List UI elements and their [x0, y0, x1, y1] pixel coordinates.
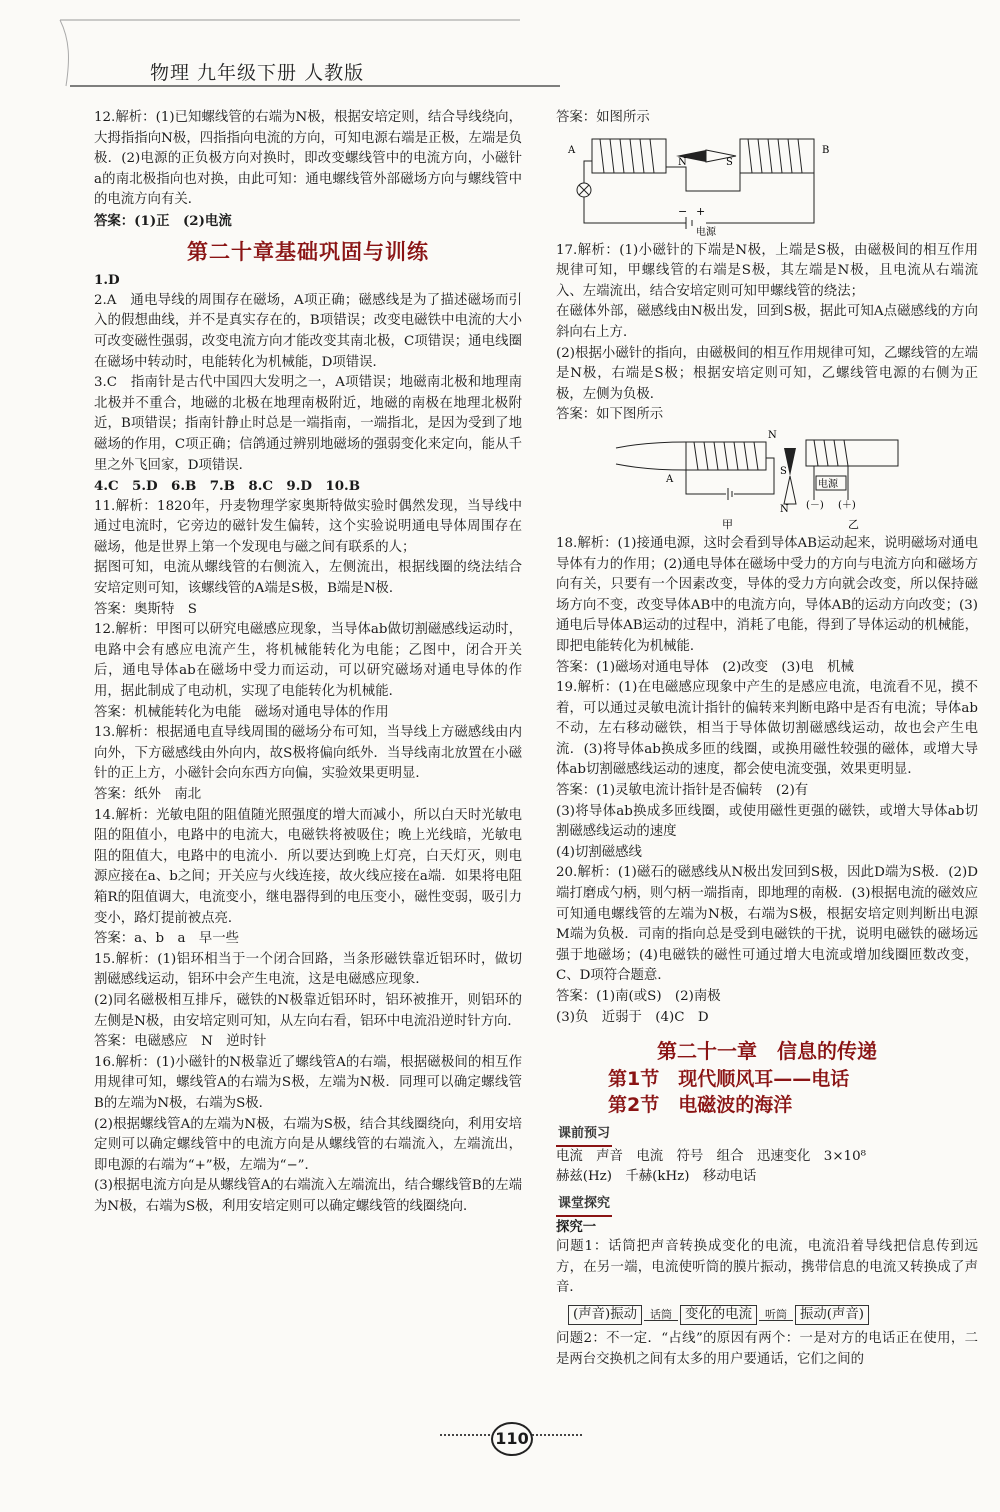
answer-17-key: 答案：如下图所示 [556, 407, 664, 423]
arrow-right-icon [644, 1320, 678, 1321]
section-1-title: 第1节 现代顺风耳——电话 [608, 1068, 850, 1091]
answer-19-key: 答案：(1)灵敏电流计指针是否偏转 (2)有 [556, 783, 809, 799]
answer-20-key-2: (3)负 近弱于 (4)C D [556, 1009, 709, 1025]
telephone-flow-diagram [568, 1305, 978, 1325]
answer-1: 1.D [94, 272, 120, 289]
diagram1-label-b: B [822, 144, 830, 156]
answer-15-analysis: 15.解析：(1)铝环相当于一个闭合回路，当条形磁铁靠近铝环时，做切割磁感线运动，铝环中会产生电流，这是电磁感应现象． [94, 951, 522, 988]
answer-18-key: 答案：(1)磁场对通电导体 (2)改变 (3)电 机械 [556, 659, 854, 675]
answer-15-analysis-cont: (2)同名磁极相互排斥，磁铁的N极靠近铝环时，铝环被推开，则铝环的左侧是N极，由安培定则可知，从左向右看，铝环中电流沿逆时针方向． [94, 992, 522, 1029]
footer-dots-left [440, 1434, 490, 1436]
answer-20-key: 答案：(1)南(或S) (2)南极 [556, 989, 721, 1004]
answer-17-analysis-2: 在磁体外部，磁感线由N极出发，回到S极，据此可知A点磁感线的方向斜向右上方． [556, 304, 978, 340]
right-column [556, 108, 978, 1370]
answer-17-analysis-3: (2)根据小磁针的指向，由磁极间的相互作用规律可知，乙螺线管的左端是N极，右端是S极；根据安培定则可知，乙螺线管电源的右侧为正极，左侧为负极． [556, 345, 978, 402]
diagram2-label-source: 电源 [818, 478, 838, 490]
diagram2-label-n2: N [780, 503, 789, 515]
explore-1-heading: 探究一 [556, 1218, 597, 1235]
solenoid-circuit-diagram-1 [556, 131, 856, 239]
flow-arrow-label-microphone: 话筒 [650, 1307, 673, 1321]
diagram2-label-minus: (－) [806, 499, 824, 511]
answer-12-analysis: 12.解析：(1)已知螺线管的右端为N极，根据安培定则，结合导线绕向，大拇指指向N极，四指指向电流的方向，可知电源右端是正极，左端是负极．(2)电源的正负极方向对换时，即改变螺线管中的电流方向，小磁针a的南北极指向也对换，由此可知：通电螺线管外部磁场方向与螺线管中的电流方向有关． [94, 110, 522, 208]
answer-11-analysis: 11.解析：1820年，丹麦物理学家奥斯特做实验时偶然发现，当导线中通过电流时，它旁边的磁针发生偏转，这个实验说明通电导体周围存在磁场，他是世界上第一个发现电与磁之间有联系的人； [94, 498, 522, 555]
footer-dots-right [532, 1434, 582, 1436]
answer-2: 2.A 通电导线的周围存在磁场，A项正确；磁感线是为了描述磁场而引入的假想曲线，并不是真实存在的，B项错误；改变电磁铁中电流的大小可改变磁性强弱，改变电流方向才能改变其南北极，C项错误；通电线圈在磁场中转动时，电能转化为机械能，D项错误． [94, 292, 522, 370]
answer-16-key: 答案：如图所示 [556, 110, 650, 125]
answer-18-analysis: 18.解析：(1)接通电源，这时会看到导体AB运动起来，说明磁场对通电导体有力的作用；(2)通电导体在磁场中受力的方向与电流方向和磁场方向有关，只要有一个因素改变，导体的受力方向就会改变，所以保持磁场方向不变，改变导体AB中的电流方向，导体AB的运动方向改变；(3)通电后导体AB运动的过程中，消耗了电能，得到了导体运动的机械能，即把电能转化为机械能． [556, 535, 978, 654]
preview-answers-2: 赫兹(Hz) 千赫(kHz) 移动电话 [556, 1169, 757, 1185]
diagram2-label-jia: 甲 [722, 517, 733, 531]
answer-14-key: 答案：a、b a 早一些 [94, 931, 240, 947]
answer-11-key: 答案：奥斯特 S [94, 601, 197, 617]
answer-11-analysis-cont: 据图可知，电流从螺线管的右侧流入，左侧流出，根据线圈的绕法结合安培定则可知，该螺线管的A端是S极，B端是N极． [94, 560, 522, 597]
arrow-right-icon [759, 1320, 793, 1321]
flow-box-sound-vibration: (声音)振动 [568, 1305, 642, 1325]
chapter-20-review-title: 第二十章基础巩固与训练 [187, 239, 429, 264]
diagram2-label-plus: (＋) [838, 499, 856, 511]
preview-tag: 课前预习 [556, 1124, 612, 1147]
answer-17-analysis: 17.解析：(1)小磁针的下端是N极，上端是S极，由磁极间的相互作用规律可知，甲螺线管的右端是S极，其左端是N极，且电流从右端流入、左端流出，结合安培定则可知甲螺线管的绕法； [556, 242, 978, 299]
answer-12-key: 答案：(1)正 (2)电流 [94, 212, 232, 229]
answer-14-analysis: 14.解析：光敏电阻的阻值随光照强度的增大而减小，所以白天时光敏电阻的阻值小，电路中的电流大，电磁铁将被吸住；晚上光线暗，光敏电阻的阻值大，电路中的电流小．所以要达到晚上灯亮，白天灯灭，则电源应接在a、b之间；开关应与火线连接，故火线应接在a端．如果将电阻箱R的阻值调大，电流变小，继电器得到的电压变小，磁性变弱，吸引力变小，路灯提前被点亮． [94, 807, 522, 926]
question-1-answer: 问题1：话筒把声音转换成变化的电流，电流沿着导线把信息传到远方，在另一端，电流使听筒的膜片振动，携带信息的电流又转换成了声音． [556, 1239, 978, 1296]
section-2-title: 第2节 电磁波的海洋 [608, 1094, 793, 1117]
diagram1-label-a: A [568, 144, 576, 156]
flow-arrow-microphone [644, 1309, 678, 1321]
answer-13-analysis: 13.解析：根据通电直导线周围的磁场分布可知，当导线上方磁感线由内向外，下方磁感线由外向内，故S极将偏向纸外．当导线南北放置在小磁针的正上方，小磁针会向东西方向偏，实验效果更明显． [94, 725, 522, 782]
flow-arrow-label-receiver: 听筒 [764, 1307, 787, 1321]
diagram2-label-yi: 乙 [848, 517, 859, 531]
answer-3: 3.C 指南针是古代中国四大发明之一，A项错误；地磁南北极和地理南北极并不重合，地磁的北极在地理南极附近，地磁的南极在地理北极附近，B项错误；指南针静止时总是一端指南，一端指北，是因为受到了地磁场的作用，C项正确；信鸽通过辨别地磁场的强弱变化来定向，能从千里之外飞回家，D项错误． [94, 375, 522, 473]
diagram2-label-s: S [780, 465, 787, 477]
chapter-21-title: 第二十一章 信息的传递 [657, 1039, 877, 1064]
flow-box-changing-current: 变化的电流 [680, 1305, 757, 1325]
answer-13-key: 答案：纸外 南北 [94, 787, 202, 802]
answer-15-key: 答案：电磁感应 N 逆时针 [94, 1034, 267, 1050]
diagram2-label-n1: N [768, 429, 777, 441]
book-title: 物理 九年级下册 人教版 [150, 62, 365, 84]
question-2-answer: 问题2：不一定．“占线”的原因有两个：一是对方的电话正在使用，二是两台交换机之间有太多的用户要通话，它们之间的 [556, 1330, 978, 1367]
diagram1-label-n: N [678, 156, 687, 168]
flow-box-vibration-sound: 振动(声音) [795, 1305, 869, 1325]
diagram1-label-minus: − [678, 204, 688, 218]
explore-tag: 课堂探究 [556, 1194, 612, 1217]
solenoid-circuit-diagram-2 [556, 428, 859, 532]
answer-19-key-4: (4)切割磁感线 [556, 844, 642, 860]
answer-16-analysis-2: (2)根据螺线管A的左端为N极，右端为S极，结合其线圈绕向，利用安培定则可以确定螺线管中的电流方向是从螺线管的右端流入，左端流出，即电源的右端为“+”极，左端为“−”． [94, 1116, 522, 1173]
answer-16-analysis-3: (3)根据电流方向是从螺线管A的右端流入左端流出，结合螺线管B的左端为N极，右端为S极，利用安培定则可以确定螺线管的线圈绕向． [94, 1178, 522, 1214]
answer-16-analysis: 16.解析：(1)小磁针的N极靠近了螺线管A的右端，根据磁极间的相互作用规律可知，螺线管A的右端为S极，左端为N极．同理可以确定螺线管B的左端为N极，右端为S极． [94, 1054, 522, 1111]
preview-answers-1: 电流 声音 电流 符号 组合 迅速变化 3×10⁸ [556, 1148, 866, 1164]
answer-12-analysis-b: 12.解析：甲图可以研究电磁感应现象，当导体ab做切割磁感线运动时，电路中会有感应电流产生，将机械能转化为电能；乙图中，闭合开关后，通电导体ab在磁场中受力而运动，可以研究磁场对通电导体的作用，据此制成了电动机，实现了电能转化为机械能． [94, 622, 522, 700]
answer-20-analysis: 20.解析：(1)磁石的磁感线从N极出发回到S极，因此D端为S极．(2)D端打磨成勺柄，则勺柄一端指南，即地理的南极．(3)根据电流的磁效应可知通电螺线管的左端为N极，右端为S极，根据安培定则判断出电源M端为负极．司南的指向总是受到电磁铁的干扰，说明电磁铁的磁场远强于地磁场；(4)电磁铁的磁性可通过增大电流或增加线圈匝数改变，C、D项符合题意． [556, 865, 978, 984]
diagram2-label-a: A [666, 473, 674, 485]
page-header [0, 0, 1000, 96]
left-column [94, 108, 522, 1217]
answer-12-key-b: 答案：机械能转化为电能 磁场对通电导体的作用 [94, 704, 389, 720]
diagram1-label-source: 电源 [696, 226, 716, 238]
page-footer [440, 1418, 580, 1458]
diagram1-label-s: S [726, 156, 733, 168]
answer-19-analysis: 19.解析：(1)在电磁感应现象中产生的是感应电流，电流看不见，摸不着，可以通过灵敏电流计指针的偏转来判断电路中是否有电流；导体ab不动，左右移动磁铁，相当于导体做切割磁感线运动，故也会产生电流．(3)将导体ab换成多匝的线圈，或换用磁性较强的磁体，或增大导体ab切割磁感线运动的速度，都会使电流变强，效果更明显． [556, 680, 978, 778]
flow-arrow-receiver [759, 1309, 793, 1321]
page-number: 110 [491, 1422, 533, 1456]
diagram1-label-plus: + [696, 204, 706, 218]
answers-4-10: 4.C 5.D 6.B 7.B 8.C 9.D 10.B [94, 478, 361, 495]
answer-19-key-3: (3)将导体ab换成多匝线圈，或使用磁性更强的磁铁，或增大导体ab切割磁感线运动的速度 [556, 803, 978, 840]
